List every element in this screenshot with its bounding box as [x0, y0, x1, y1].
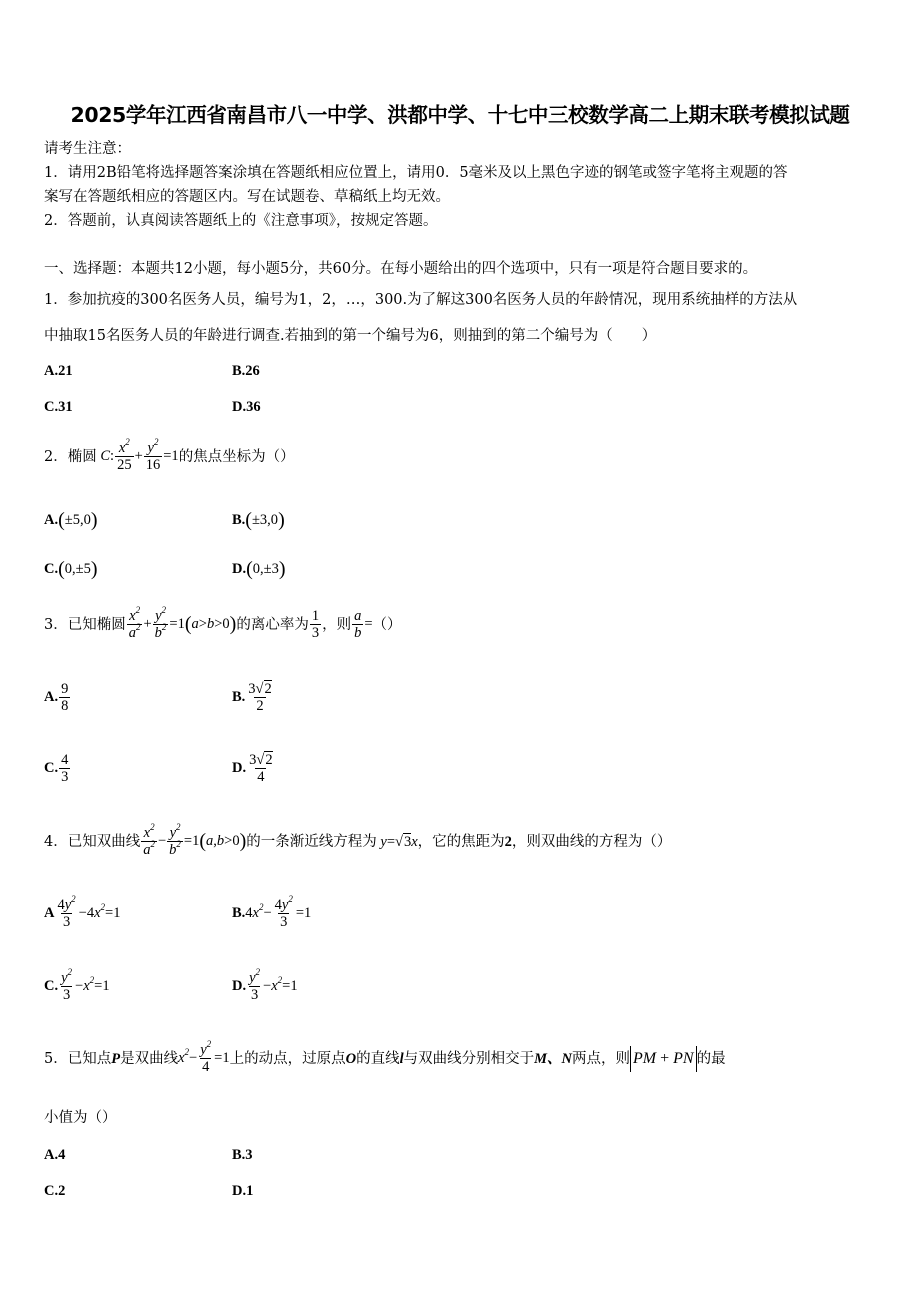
q2-option-d[interactable]: D.(0,±3)	[232, 558, 286, 580]
q4-asymptote: y=√3x	[376, 833, 418, 850]
q4-option-c[interactable]: C. $\frac{y^2}{3}$ $-x^2=1$	[44, 967, 110, 1003]
q4-hyperbola-equation: $\frac{x^2}{a^2}$ − $\frac{y^2}{b^2}$ =1(a,b>0)	[143, 822, 247, 858]
notice-line-2: 2．答题前，认真阅读答题纸上的《注意事项》，按规定答题。	[44, 213, 438, 229]
q2-stem	[44, 437, 295, 473]
q3-eccentricity: $\frac{1}{3}$	[311, 608, 320, 641]
q1-option-a[interactable]: A.21	[44, 363, 73, 379]
notice-line-1a: 1．请用2B铅笔将选择题答案涂填在答题纸相应位置上，请用0．5毫米及以上黑色字迹的钢笔或签字笔将主观题的答	[44, 165, 788, 181]
q5-option-b[interactable]: B.3	[232, 1147, 253, 1163]
q4-option-b[interactable]: B. $4x^2-$ $\frac{4y^2}{3}$ =1	[232, 894, 312, 930]
q1-option-b[interactable]: B.26	[232, 363, 260, 379]
notice-heading: 请考生注意：	[44, 141, 131, 157]
q2-ellipse-equation: C: $\frac{x^2}{25}$ + $\frac{y^2}{16}$ =1	[96, 437, 179, 473]
q3-option-c[interactable]: C. $\frac{4}{3}$	[44, 752, 69, 785]
page-title: 2025学年江西省南昌市八一中学、洪都中学、十七中三校数学高二上期末联考模拟试题	[70, 103, 850, 127]
q4-option-a[interactable]: A $\frac{4y^2}{3}$ $-4x^2=1$	[44, 894, 121, 930]
q2-option-b[interactable]: B.(±3,0)	[232, 509, 285, 531]
q5-hyperbola-equation: $x^2-$ $\frac{y^2}{4}$ =1	[178, 1039, 230, 1075]
q3-option-a[interactable]: A. $\frac{9}{8}$	[44, 681, 69, 714]
q5-line-2: 小值为（）	[44, 1110, 117, 1126]
q1-line-2: 中抽取15名医务人员的年龄进行调查.若抽到的第一个编号为6，则抽到的第二个编号为（ ）	[44, 328, 657, 344]
q2-suffix: 的焦点坐标为（）	[178, 448, 295, 465]
q5-option-c[interactable]: C.2	[44, 1183, 66, 1199]
q1-option-d[interactable]: D.36	[232, 399, 261, 415]
q2-option-a[interactable]: A.(±5,0)	[44, 509, 98, 531]
q2-prefix: 2．椭圆	[44, 448, 97, 465]
q1-option-c[interactable]: C.31	[44, 399, 73, 415]
q5-vector-sum: PM + PN	[630, 1046, 697, 1072]
q3-option-b[interactable]: B. $\frac{3√2}{2}$	[232, 681, 272, 714]
notice-line-1b: 案写在答题纸相应的答题区内。写在试题卷、草稿纸上均无效。	[44, 189, 450, 205]
q2-option-c[interactable]: C.(0,±5)	[44, 558, 98, 580]
q4-option-d[interactable]: D. $\frac{y^2}{3}$ $-x^2=1$	[232, 967, 298, 1003]
q4-stem: 4．已知双曲线 $\frac{x^2}{a^2}$ − $\frac{y^2}{b^2}$ =1(a,b>0) 的一条渐近线方程为 y=√3x ，它的焦距为 2 ，则双曲线的方程为（）	[44, 822, 672, 858]
q5-stem: 5．已知点 P 是双曲线 $x^2-$ $\frac{y^2}{4}$ =1 上的动点，过原点 O 的直线 l 与双曲线分别相交于 M、N 两点，则 PM + PN 的最	[44, 1039, 726, 1075]
q3-stem: 3．已知椭圆 $\frac{x^2}{a^2}$ + $\frac{y^2}{b^2}$ =1(a>b>0) 的离心率为 $\frac{1}{3}$ ，则 $\frac{a}{b}$ = （）	[44, 605, 402, 641]
q5-option-d[interactable]: D.1	[232, 1183, 254, 1199]
section-heading: 一、选择题：本题共12小题，每小题5分，共60分。在每小题给出的四个选项中，只有一项是符合题目要求的。	[44, 261, 758, 277]
q5-option-a[interactable]: A.4	[44, 1147, 66, 1163]
q3-option-d[interactable]: D. $\frac{3√2}{4}$	[232, 752, 273, 785]
q1-line-1: 1．参加抗疫的300名医务人员，编号为1，2，…，300.为了解这300名医务人员的年龄情况，现用系统抽样的方法从	[44, 292, 798, 308]
q3-ellipse-equation: $\frac{x^2}{a^2}$ + $\frac{y^2}{b^2}$ =1(a>b>0)	[128, 605, 237, 641]
